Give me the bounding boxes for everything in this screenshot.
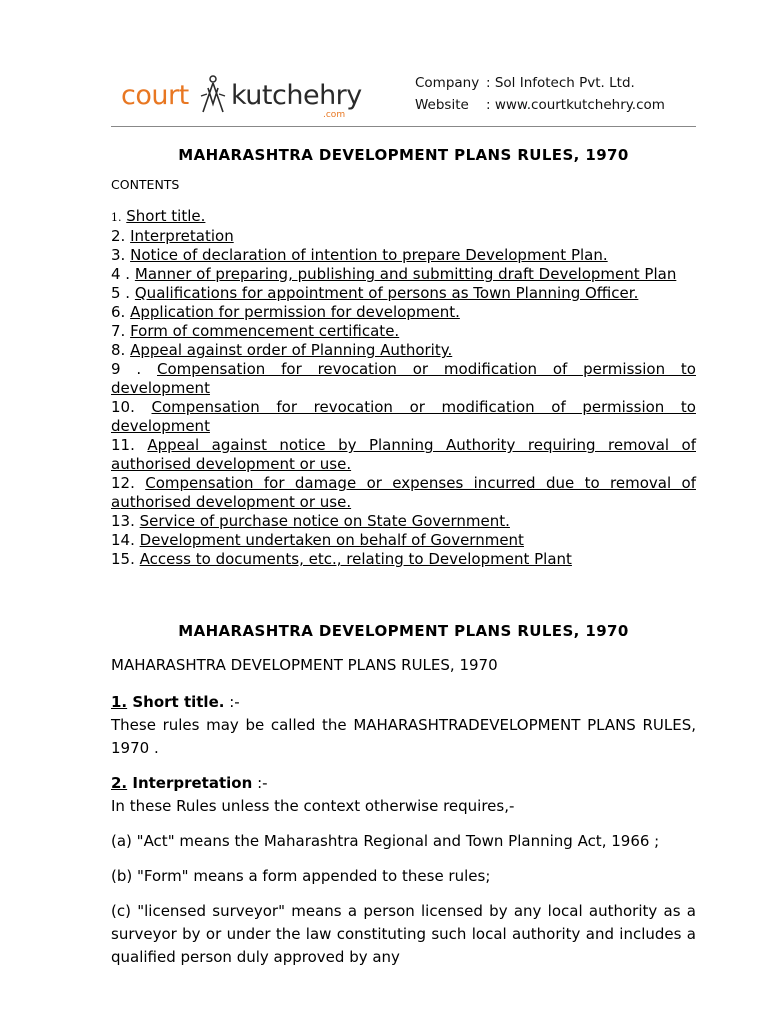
- section-2-colon: :-: [257, 774, 268, 792]
- clause-b: (b) "Form" means a form appended to these rules;: [111, 867, 491, 885]
- toc-item-4[interactable]: 4 . Manner of preparing, publishing and submitting draft Development Plan: [111, 265, 677, 283]
- section-2-number-link[interactable]: 2.: [111, 774, 128, 792]
- body-subtitle: MAHARASHTRA DEVELOPMENT PLANS RULES, 1970: [111, 656, 498, 674]
- toc-item-1[interactable]: 1. Short title.: [111, 207, 206, 225]
- toc-link[interactable]: Manner of preparing, publishing and submitting draft Development Plan: [134, 265, 677, 283]
- toc-link[interactable]: Interpretation: [130, 227, 234, 245]
- toc-link[interactable]: Access to documents, etc., relating to Development Plant: [139, 550, 572, 568]
- document-body: [111, 654, 696, 981]
- toc-item-13[interactable]: 13. Service of purchase notice on State Government.: [111, 512, 510, 530]
- document-title-repeat: MAHARASHTRA DEVELOPMENT PLANS RULES, 1970: [178, 622, 629, 640]
- logo-kutchehry-text: kutchehry: [231, 80, 362, 111]
- toc-item-2[interactable]: 2. Interpretation: [111, 227, 234, 245]
- toc-link[interactable]: Appeal against notice by Planning Authority requiring removal of authorised development or use.: [111, 436, 696, 473]
- toc-item-5[interactable]: 5 . Qualifications for appointment of persons as Town Planning Officer.: [111, 284, 639, 302]
- toc-link[interactable]: Compensation for revocation or modification of permission to development: [111, 398, 696, 435]
- section-1-number-link[interactable]: 1.: [111, 693, 128, 711]
- section-1-title: Short title.: [132, 693, 225, 711]
- toc-item-11[interactable]: 11. Appeal against notice by Planning Authority requiring removal of authorised development or use.: [111, 436, 696, 473]
- section-1-colon: :-: [229, 693, 240, 711]
- clause-c: (c) "licensed surveyor" means a person licensed by any local authority as a surveyor by or under the law constituting such local authority and includes a qualified person duly approved by any: [111, 902, 696, 966]
- logo-court-text: court: [121, 80, 189, 111]
- toc-item-6[interactable]: 6. Application for permission for development.: [111, 303, 460, 321]
- toc-item-15[interactable]: 15. Access to documents, etc., relating to Development Plant: [111, 550, 572, 568]
- toc-link[interactable]: Form of commencement certificate.: [130, 322, 400, 340]
- toc-link[interactable]: Qualifications for appointment of persons as Town Planning Officer.: [134, 284, 639, 302]
- toc-link[interactable]: Service of purchase notice on State Government.: [139, 512, 510, 530]
- company-info: [415, 72, 665, 116]
- website-value[interactable]: : www.courtkutchehry.com: [486, 97, 665, 113]
- company-value: : Sol Infotech Pvt. Ltd.: [486, 75, 635, 91]
- website-row: [415, 94, 665, 116]
- header-divider: [111, 126, 696, 127]
- toc-link[interactable]: Notice of declaration of intention to prepare Development Plan.: [130, 246, 608, 264]
- section-1-text: These rules may be called the MAHARASHTRADEVELOPMENT PLANS RULES, 1970 .: [111, 716, 696, 757]
- toc-link[interactable]: Application for permission for development.: [130, 303, 460, 321]
- company-row: [415, 72, 665, 94]
- toc-item-14[interactable]: 14. Development undertaken on behalf of Government: [111, 531, 524, 549]
- company-label: Company: [415, 75, 480, 91]
- toc-item-10[interactable]: 10. Compensation for revocation or modification of permission to development: [111, 398, 696, 435]
- contents-label: CONTENTS: [111, 177, 180, 192]
- clause-a: (a) "Act" means the Maharashtra Regional and Town Planning Act, 1966 ;: [111, 832, 660, 850]
- website-label: Website: [415, 97, 469, 113]
- table-of-contents: [111, 207, 696, 569]
- toc-link[interactable]: Appeal against order of Planning Authority.: [130, 341, 453, 359]
- toc-item-12[interactable]: 12. Compensation for damage or expenses incurred due to removal of authorised development or use.: [111, 474, 696, 511]
- toc-link[interactable]: Development undertaken on behalf of Government: [139, 531, 524, 549]
- section-1-heading: [111, 691, 696, 714]
- toc-item-8[interactable]: 8. Appeal against order of Planning Authority.: [111, 341, 453, 359]
- toc-link[interactable]: Short title.: [126, 207, 206, 225]
- toc-item-3[interactable]: 3. Notice of declaration of intention to prepare Development Plan.: [111, 246, 608, 264]
- advocate-figure-icon: [197, 74, 229, 114]
- section-2-heading: [111, 772, 696, 795]
- document-title: MAHARASHTRA DEVELOPMENT PLANS RULES, 1970: [178, 146, 629, 164]
- toc-link[interactable]: Compensation for damage or expenses incurred due to removal of authorised development or use.: [111, 474, 696, 511]
- toc-item-9[interactable]: 9 . Compensation for revocation or modification of permission to development: [111, 360, 696, 397]
- toc-item-7[interactable]: 7. Form of commencement certificate.: [111, 322, 400, 340]
- section-2-intro: In these Rules unless the context otherwise requires,-: [111, 797, 515, 815]
- logo-com-text: .com: [323, 110, 346, 120]
- section-2-title: Interpretation: [132, 774, 253, 792]
- toc-link[interactable]: Compensation for revocation or modification of permission to development: [111, 360, 696, 397]
